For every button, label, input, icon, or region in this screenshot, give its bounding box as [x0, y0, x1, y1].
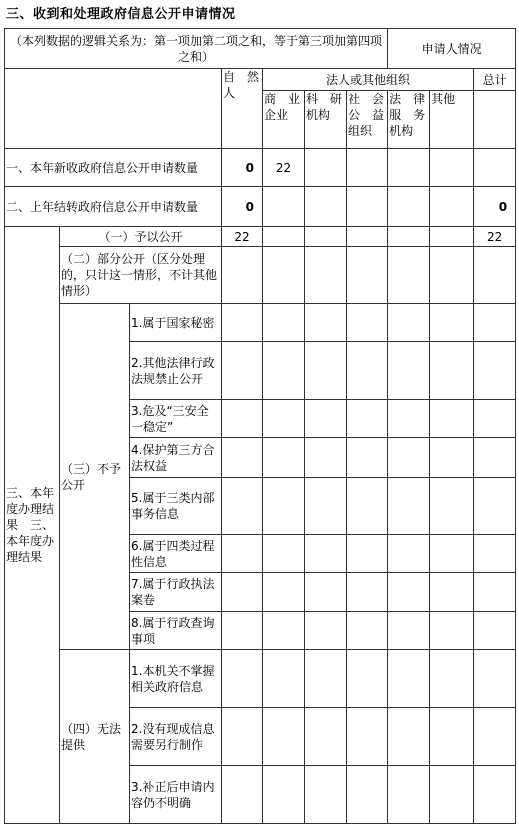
- not-open-item: 6.属于四类过程性信息: [130, 535, 222, 573]
- row-carried-natural: 0: [222, 187, 263, 227]
- row-open-total: 22: [474, 227, 516, 247]
- not-open-item: 2.其他法律行政法规禁止公开: [130, 342, 222, 400]
- header-blank: [5, 69, 222, 149]
- row-open-label: （一）予以公开: [60, 227, 222, 247]
- header-other: 其他: [430, 91, 474, 149]
- row-unable-label: （四）无法提供: [60, 650, 130, 824]
- row-new-natural: 0: [222, 149, 263, 187]
- not-open-item: 5.属于三类内部事务信息: [130, 478, 222, 535]
- header-legal-service: 法 律服 务机构: [388, 91, 430, 149]
- row-partial-label: （二）部分公开（区分处理的，只计这一情形，不计其他情形）: [60, 247, 222, 304]
- not-open-item: 1.属于国家秘密: [130, 304, 222, 342]
- result-group-label: 三、本年度办理结果 三、本年度办理结果: [5, 227, 60, 824]
- unable-item: 3.补正后申请内容仍不明确: [130, 766, 222, 824]
- not-open-item: 8.属于行政查询事项: [130, 612, 222, 650]
- header-total: 总计: [474, 69, 516, 91]
- not-open-item: 7.属于行政执法案卷: [130, 573, 222, 612]
- unable-item: 1.本机关不掌握相关政府信息: [130, 650, 222, 708]
- section-title: 三、收到和处理政府信息公开申请情况: [6, 7, 236, 22]
- header-social: 社 会公 益组织: [347, 91, 388, 149]
- row-carried-total: 0: [474, 187, 516, 227]
- row-open-natural: 22: [222, 227, 263, 247]
- header-total-blank: [474, 91, 516, 149]
- row-new-commercial: 22: [263, 149, 305, 187]
- foi-request-table: [4, 28, 516, 824]
- not-open-item: 4.保护第三方合法权益: [130, 438, 222, 478]
- applicant-header: 申请人情况: [388, 29, 516, 69]
- row-new-label: 一、本年新收政府信息公开申请数量: [5, 149, 222, 187]
- header-natural-person: 自 然人: [222, 69, 263, 149]
- logic-note: （本列数据的逻辑关系为：第一项加第二项之和，等于第三项加第四项之和）: [5, 29, 388, 69]
- header-commercial: 商 业企业: [263, 91, 305, 149]
- not-open-item: 3.危及“三安全一稳定”: [130, 400, 222, 438]
- header-research: 科 研机构: [305, 91, 347, 149]
- header-legal-org: 法人或其他组织: [263, 69, 474, 91]
- unable-item: 2.没有现成信息需要另行制作: [130, 708, 222, 766]
- row-carried-label: 二、上年结转政府信息公开申请数量: [5, 187, 222, 227]
- row-not-open-label: （三）不予公开: [60, 304, 130, 650]
